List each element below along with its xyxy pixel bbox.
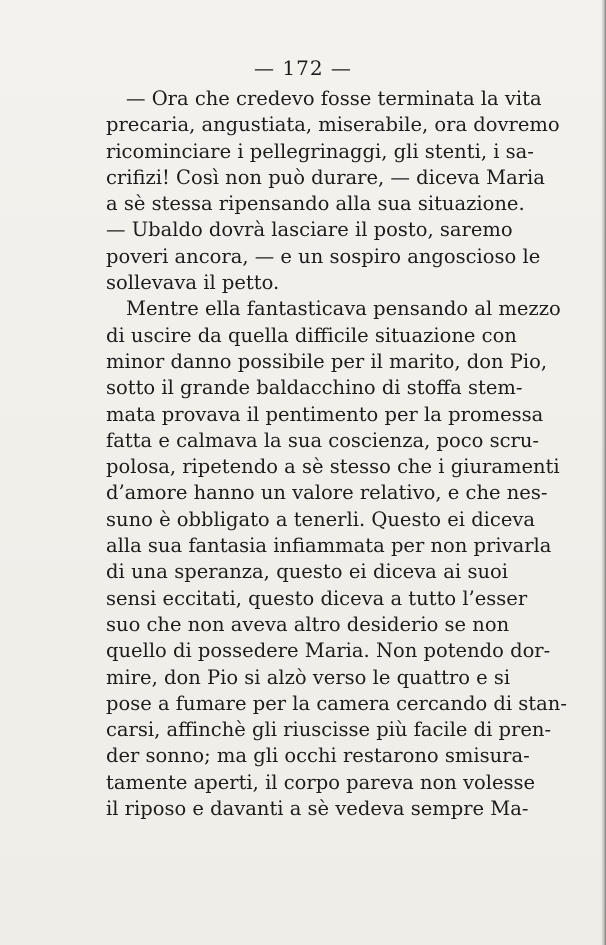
text-line: ricominciare i pellegrinaggi, gli stenti, i sa- [106, 139, 534, 163]
text-line: — Ubaldo dovrà lasciare il posto, saremo [106, 218, 513, 242]
text-line: der sonno; ma gli occhi restarono smisura- [106, 744, 530, 768]
text-line: minor danno possibile per il marito, don Pio, [106, 349, 548, 373]
text-line: crifizi! Così non può durare, — diceva Maria [106, 165, 545, 189]
text-line: — Ora che credevo fosse terminata la vita [126, 87, 542, 110]
text-line: d’amore hanno un valore relativo, e che nes- [106, 481, 548, 505]
text-line: sotto il grande baldacchino di stoffa stem- [106, 376, 523, 400]
text-line: Mentre ella fantasticava pensando al mezzo [126, 297, 561, 321]
text-line: polosa, ripetendo a sè stesso che i giuramenti [106, 455, 560, 479]
text-line: sensi eccitati, questo diceva a tutto l’esser [106, 586, 528, 610]
text-line: tamente aperti, il corpo pareva non volesse [106, 770, 536, 794]
text-line: quello di possedere Maria. Non potendo dor- [106, 639, 551, 663]
text-line: carsi, affinchè gli riuscisse più facile di pren- [106, 718, 552, 742]
text-line: mire, don Pio si alzò verso le quattro e si [106, 665, 511, 689]
text-line: fatta e calmava la sua coscienza, poco scru- [106, 428, 539, 452]
text-line: mata provava il pentimento per la promessa [106, 402, 544, 426]
text-line: suno è obbligato a tenerli. Questo ei diceva [106, 507, 536, 531]
text-line: suo che non aveva altro desiderio se non [106, 612, 510, 636]
text-line: precaria, angustiata, miserabile, ora dovremo [106, 113, 560, 137]
page-edge-shadow [601, 0, 606, 945]
text-line: pose a fumare per la camera cercando di stan- [106, 691, 567, 715]
text-line: alla sua fantasia infiammata per non privarla [106, 534, 552, 558]
text-line: poveri ancora, — e un sospiro angoscioso le [106, 244, 541, 268]
page-number: — 172 — [254, 56, 352, 80]
text-line: il riposo e davanti a sè vedeva sempre Ma- [106, 797, 529, 821]
text-line: a sè stessa ripensando alla sua situazione. [106, 192, 525, 216]
text-line: di uscire da quella difficile situazione con [106, 323, 517, 347]
text-line: sollevava il petto. [106, 271, 280, 295]
text-line: di una speranza, questo ei diceva ai suoi [106, 560, 508, 584]
body-text [106, 86, 567, 822]
